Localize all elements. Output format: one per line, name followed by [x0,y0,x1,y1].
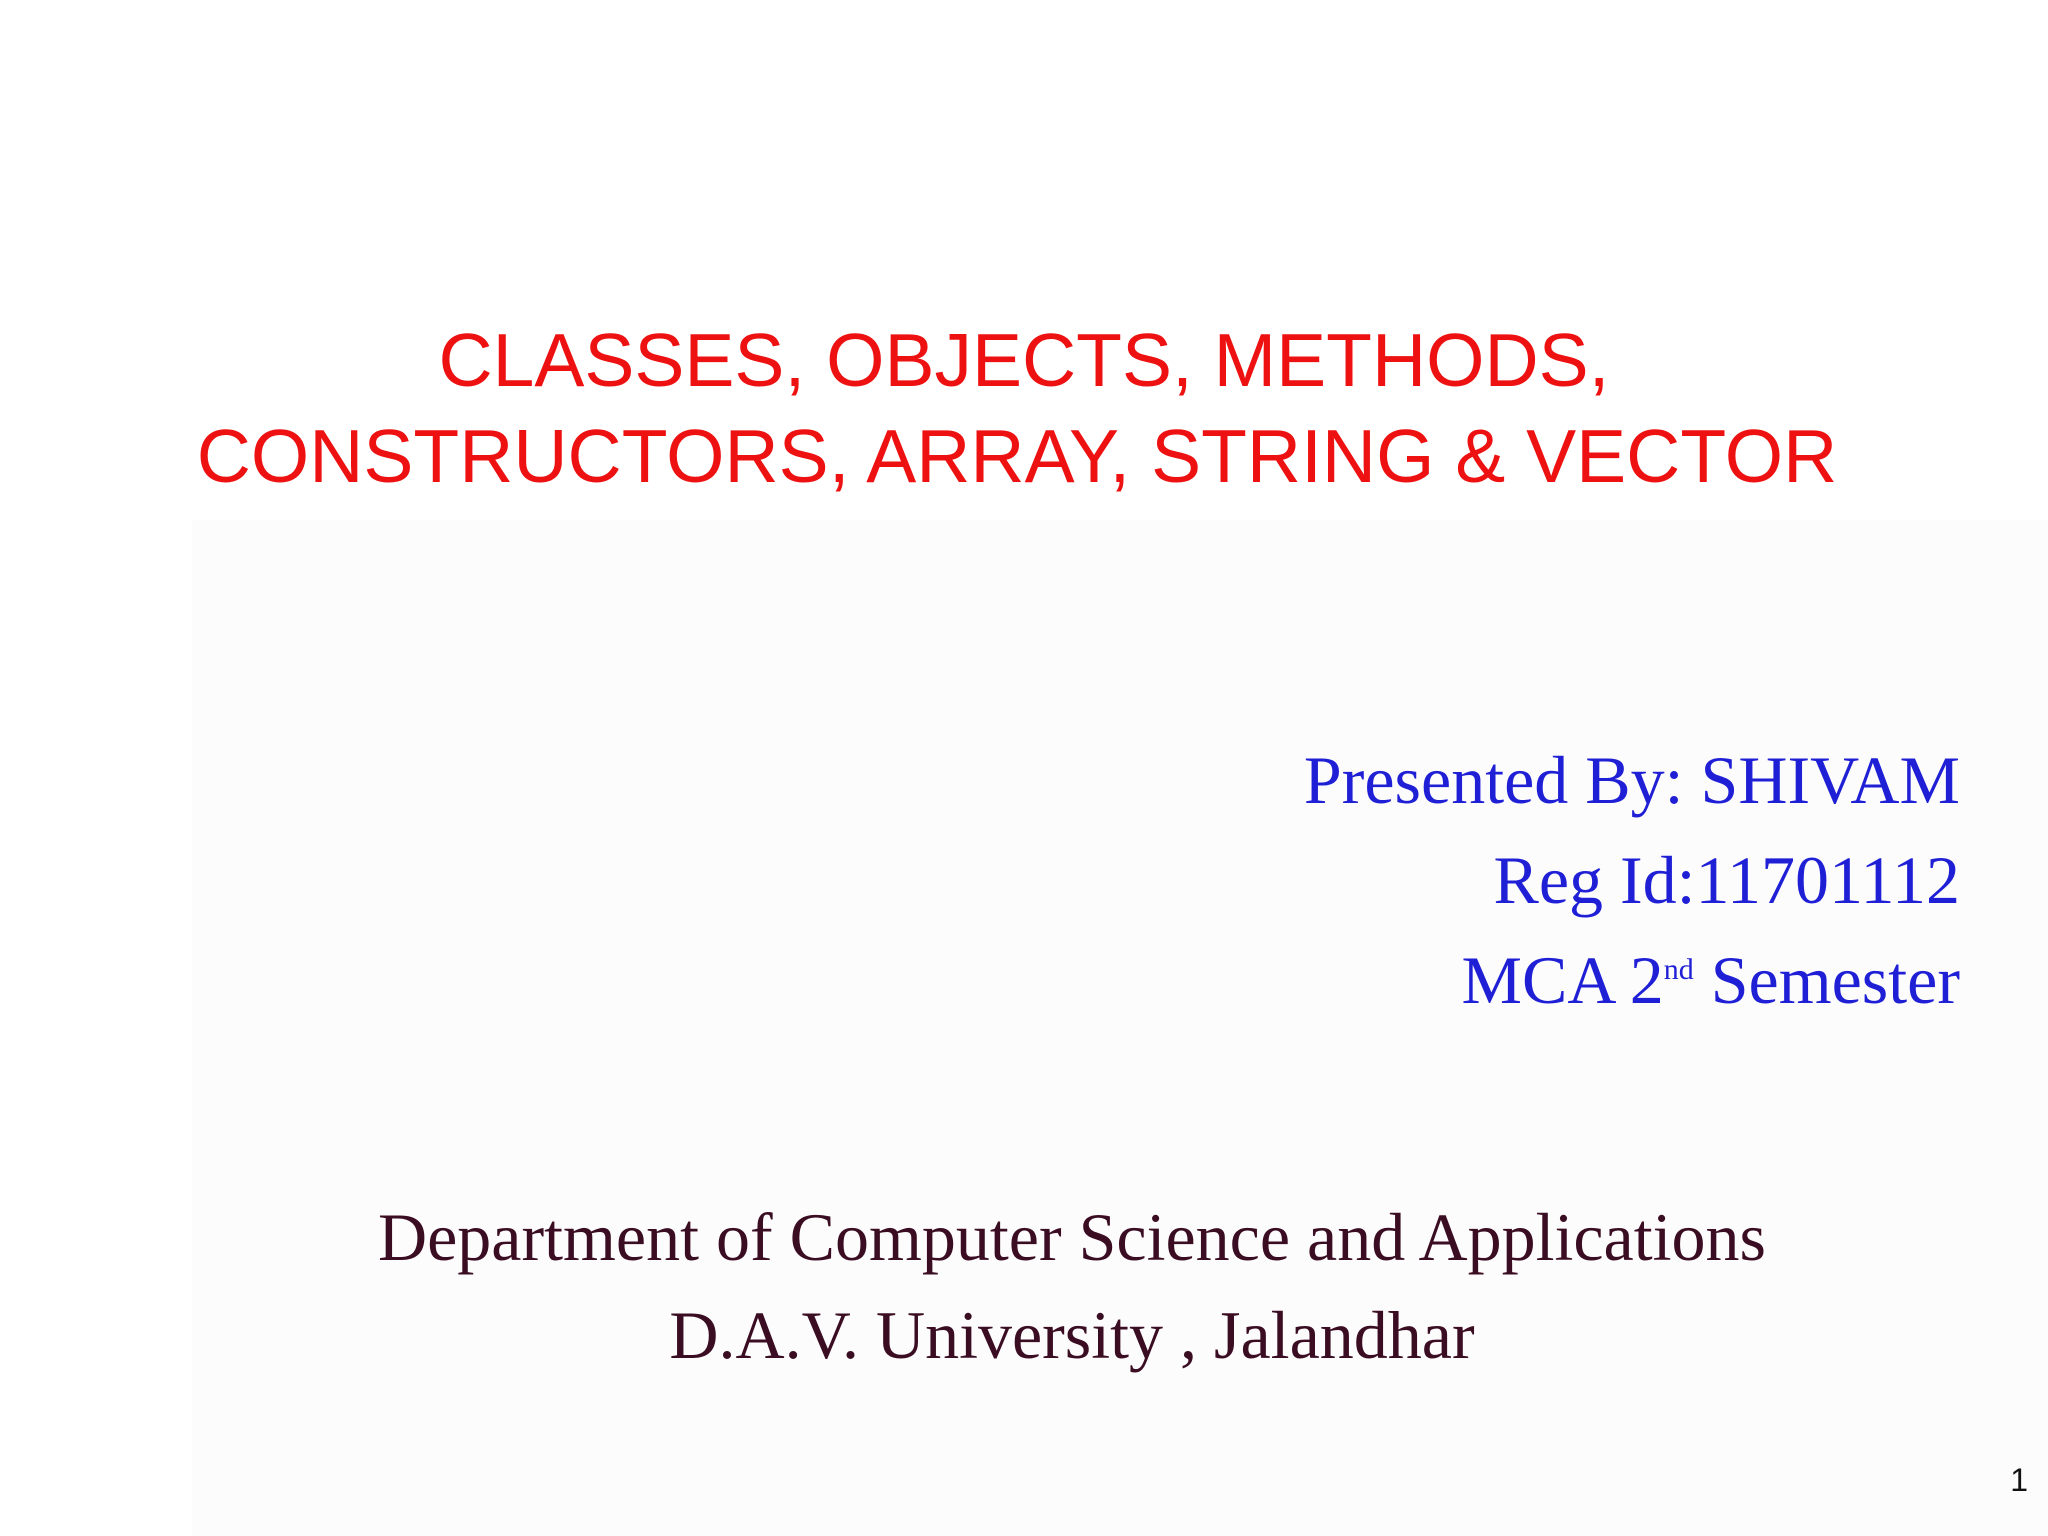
slide-title [0,312,2048,504]
presenter-name: Presented By: SHIVAM [1303,742,1960,818]
semester-word: Semester [1693,942,1960,1018]
semester-ordinal-suffix: nd [1663,953,1694,986]
page-number: 1 [2010,1462,2028,1498]
semester-prefix: MCA 2 [1461,942,1664,1018]
title-line-2: CONSTRUCTORS, ARRAY, STRING & VECTOR [196,414,1838,498]
university-name: D.A.V. University , Jalandhar [669,1297,1475,1373]
title-line-1: CLASSES, OBJECTS, METHODS, [438,318,1610,402]
institution-block [372,1188,1772,1384]
department-name: Department of Computer Science and Applications [378,1199,1766,1275]
semester-line [1304,930,1960,1030]
presenter-block [1304,730,1960,1030]
registration-id: Reg Id:11701112 [1493,842,1960,918]
